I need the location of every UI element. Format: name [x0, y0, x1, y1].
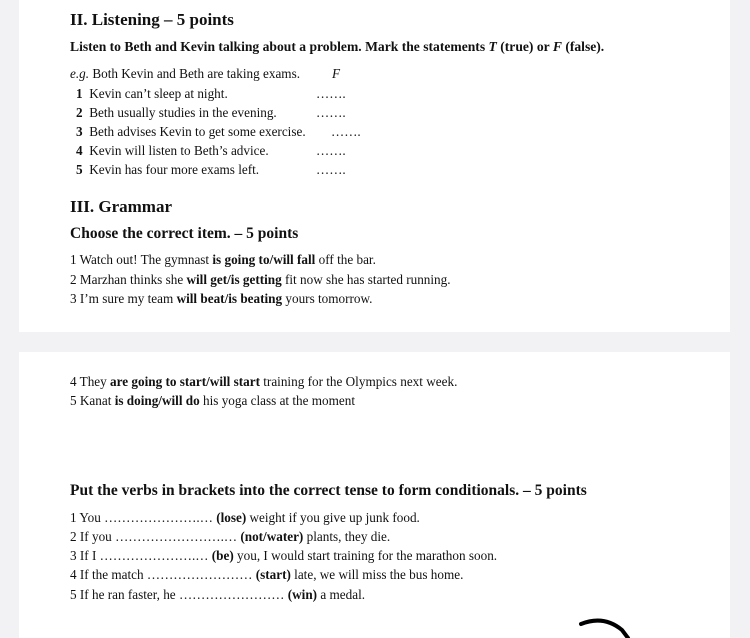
grammar-item-4: 4 They are going to start/will start training for the Olympics next week.: [70, 374, 458, 389]
grammar-subheading: Choose the correct item. – 5 points: [70, 225, 299, 242]
listening-item-3-blank[interactable]: …….: [331, 124, 361, 139]
listening-item-2: 2 Beth usually studies in the evening.: [76, 105, 277, 120]
grammar-heading: III. Grammar: [70, 197, 172, 216]
listening-item-3: 3 Beth advises Kevin to get some exercise.: [76, 124, 306, 139]
listening-item-5-blank[interactable]: …….: [316, 162, 346, 177]
grammar-item-3: 3 I’m sure my team will beat/is beating yours tomorrow.: [70, 291, 373, 306]
conditionals-item-5[interactable]: 5 If he ran faster, he …………………… (win) a medal.: [70, 587, 366, 602]
grammar-item-1: 1 Watch out! The gymnast is going to/will fall off the bar.: [70, 252, 376, 267]
listening-item-1: 1 Kevin can’t sleep at night.: [76, 86, 228, 101]
listening-example: e.g. Both Kevin and Beth are taking exams.: [70, 66, 300, 81]
listening-instruction: Listen to Beth and Kevin talking about a problem. Mark the statements T (true) or F (false).: [70, 39, 605, 54]
listening-item-5: 5 Kevin has four more exams left.: [76, 162, 260, 177]
listening-item-1-blank[interactable]: …….: [316, 86, 346, 101]
listening-item-4-blank[interactable]: …….: [316, 143, 346, 158]
grammar-item-5: 5 Kanat is doing/will do his yoga class at the moment: [70, 393, 356, 408]
pen-stroke-mark: [578, 612, 638, 638]
conditionals-heading: Put the verbs in brackets into the correct tense to form conditionals. – 5 points: [70, 482, 587, 499]
grammar-item-2: 2 Marzhan thinks she will get/is getting fit now she has started running.: [70, 272, 451, 287]
conditionals-item-3[interactable]: 3 If I ………………….… (be) you, I would start training for the marathon soon.: [70, 548, 498, 563]
worksheet-page-2: [19, 352, 730, 638]
listening-heading: II. Listening – 5 points: [70, 10, 234, 29]
worksheet-page-1: [19, 0, 730, 332]
listening-item-4: 4 Kevin will listen to Beth’s advice.: [76, 143, 269, 158]
conditionals-item-2[interactable]: 2 If you …………………….… (not/water) plants, they die.: [70, 529, 391, 544]
listening-example-answer: F: [332, 66, 341, 81]
conditionals-item-1[interactable]: 1 You ………………….… (lose) weight if you give up junk food.: [70, 510, 420, 525]
conditionals-item-4[interactable]: 4 If the match …………………… (start) late, we will miss the bus home.: [70, 567, 464, 582]
listening-item-2-blank[interactable]: …….: [316, 105, 346, 120]
